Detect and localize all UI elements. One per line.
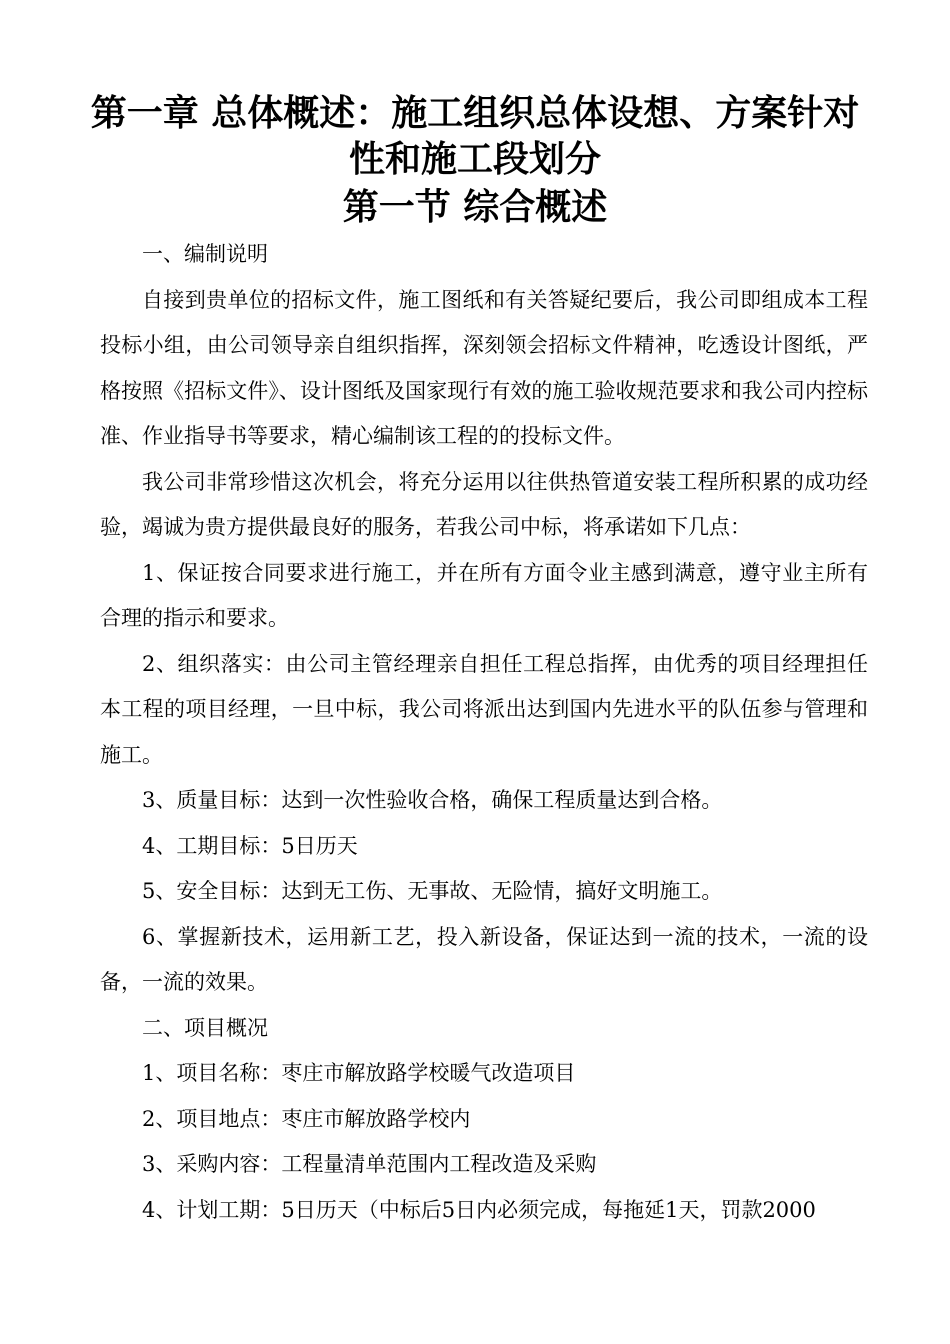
heading-compilation-notes: 一、编制说明 — [142, 242, 268, 266]
chapter-title: 第一章 总体概述：施工组织总体设想、方案针对性和施工段划分 — [90, 92, 860, 180]
document-body — [100, 232, 868, 1233]
project-item: 2、项目地点：枣庄市解放路学校内 — [142, 1106, 471, 1131]
commitment-item: 4、工期目标：5日历天 — [142, 833, 358, 858]
heading-project-overview: 二、项目概况 — [142, 1015, 268, 1040]
project-item: 1、项目名称：枣庄市解放路学校暖气改造项目 — [142, 1061, 576, 1085]
commitment-item: 3、质量目标：达到一次性验收合格，确保工程质量达到合格。 — [142, 788, 723, 812]
commitment-item: 5、安全目标：达到无工伤、无事故、无险情，搞好文明施工。 — [142, 879, 723, 903]
section-title: 第一节 综合概述 — [342, 186, 608, 228]
project-item: 4、计划工期：5日历天（中标后5日内必须完成，每拖延1天，罚款2000 — [142, 1197, 816, 1222]
commitment-item: 1、保证按合同要求进行施工，并在所有方面令业主感到满意，遵守业主所有合理的指示和要求。 — [100, 560, 868, 630]
project-item: 3、采购内容：工程量清单范围内工程改造及采购 — [142, 1152, 597, 1176]
paragraph: 自接到贵单位的招标文件，施工图纸和有关答疑纪要后，我公司即组成本工程投标小组，由公司领导亲自组织指挥，深刻领会招标文件精神，吃透设计图纸，严格按照《招标文件》、设计图纸及国家现行有效的施工验收规范要求和我公司内控标准、作业指导书等要求，精心编制该工程的的投标文件。 — [100, 287, 868, 448]
commitment-item: 2、组织落实：由公司主管经理亲自担任工程总指挥，由优秀的项目经理担任本工程的项目经理，一旦中标，我公司将派出达到国内先进水平的队伍参与管理和施工。 — [100, 651, 868, 767]
paragraph: 我公司非常珍惜这次机会，将充分运用以往供热管道安装工程所积累的成功经验，竭诚为贵方提供最良好的服务，若我公司中标，将承诺如下几点： — [100, 469, 868, 539]
commitment-item: 6、掌握新技术，运用新工艺，投入新设备，保证达到一流的技术，一流的设备，一流的效果。 — [100, 924, 868, 994]
